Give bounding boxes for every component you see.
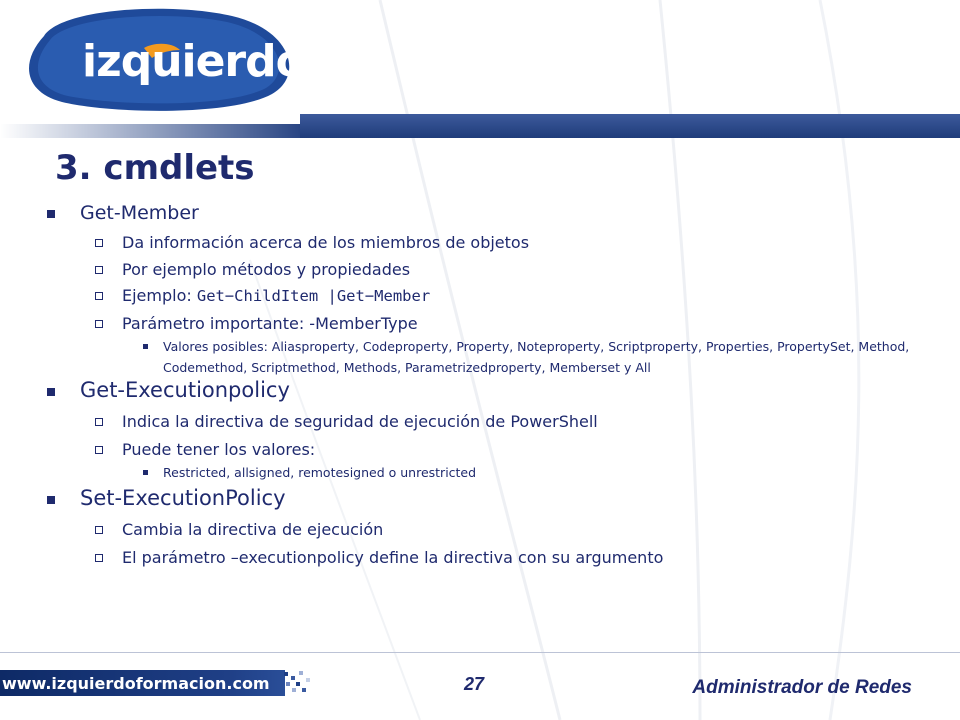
detail-bullet-text: Restricted, allsigned, remotesigned o unrestricted: [163, 465, 477, 480]
sub-bullet-text: Parámetro importante: -MemberType: [122, 314, 418, 333]
hollow-square-bullet-icon: [95, 554, 103, 562]
detail-bullet: [163, 462, 923, 483]
slide-title: 3. cmdlets: [55, 148, 255, 188]
footer-divider: [0, 652, 960, 653]
sub-bullet: [122, 548, 663, 567]
square-bullet-icon: [47, 388, 55, 396]
hollow-square-bullet-icon: [95, 526, 103, 534]
dots-pattern-icon: [282, 668, 312, 698]
bullet-get-member: [80, 202, 199, 224]
sub-bullet-text: El parámetro –executionpolicy define la directiva con su argumento: [122, 548, 664, 567]
hollow-square-bullet-icon: [95, 320, 103, 328]
bullet-heading: Set-ExecutionPolicy: [80, 486, 286, 510]
hollow-square-bullet-icon: [95, 266, 103, 274]
sub-bullet: [122, 314, 418, 333]
small-square-bullet-icon: [143, 470, 148, 475]
bullet-get-executionpolicy: [80, 378, 290, 402]
detail-bullet-text: Valores posibles: Aliasproperty, Codeproperty, Property, Noteproperty, Scriptproperty, Properties, PropertySet, Method, Codemethod, Scriptmethod, Methods, Parametrizedproperty, Memberset y All: [163, 339, 910, 375]
sub-bullet: [122, 440, 315, 459]
sub-bullet: [122, 412, 598, 431]
sub-bullet: [122, 520, 383, 539]
small-square-bullet-icon: [143, 344, 148, 349]
sub-bullet-text: Indica la directiva de seguridad de ejecución de PowerShell: [122, 412, 598, 431]
footer-url: www.izquierdoformacion.com: [2, 674, 270, 693]
hollow-square-bullet-icon: [95, 239, 103, 247]
bullet-set-executionpolicy: [80, 486, 286, 510]
sub-bullet: [122, 286, 430, 305]
sub-bullet: [122, 233, 529, 252]
footer-course-label: Administrador de Redes: [692, 677, 912, 698]
sub-bullet-text: Cambia la directiva de ejecución: [122, 520, 384, 539]
page-number: 27: [464, 674, 485, 694]
hollow-square-bullet-icon: [95, 446, 103, 454]
sub-bullet-label: Ejemplo:: [122, 286, 197, 305]
sub-bullet-text: Da información acerca de los miembros de objetos: [122, 233, 530, 252]
sub-bullet-text: Puede tener los valores:: [122, 440, 316, 459]
bullet-heading: Get-Executionpolicy: [80, 378, 290, 402]
logo-text: izquierdo: [82, 36, 305, 87]
detail-bullet: [163, 336, 923, 378]
bullet-heading: Get-Member: [80, 202, 199, 224]
code-example: Get−ChildItem |Get−Member: [196, 287, 431, 305]
square-bullet-icon: [47, 496, 55, 504]
hollow-square-bullet-icon: [95, 292, 103, 300]
hollow-square-bullet-icon: [95, 418, 103, 426]
sub-bullet-text: Por ejemplo métodos y propiedades: [122, 260, 411, 279]
square-bullet-icon: [47, 210, 55, 218]
sub-bullet: [122, 260, 410, 279]
